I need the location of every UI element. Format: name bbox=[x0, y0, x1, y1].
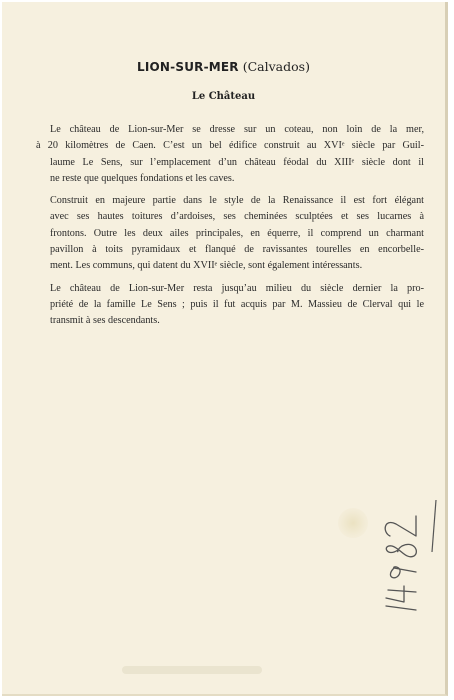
paragraph bbox=[36, 122, 424, 187]
body-text bbox=[36, 122, 424, 336]
text-line: priété de la famille Le Sens ; puis il fut acquis par M. Massieu de Clerval qui le bbox=[50, 298, 424, 310]
text-line: laume Le Sens, sur l’emplacement d’un château féodal du XIIIᵉ siècle dont il bbox=[50, 156, 424, 168]
text-line: ne reste que quelques fondations et les caves. bbox=[50, 172, 235, 184]
title-region: (Calvados) bbox=[242, 59, 310, 74]
page-title bbox=[2, 59, 445, 74]
text-line: Construit en majeure partie dans le style de la Renaissance il est fort élégant bbox=[50, 195, 424, 207]
text-line: transmit à ses descendants. bbox=[50, 315, 160, 327]
text-line: avec ses hautes toitures d’ardoises, ses cheminées sculptées et ses lucarnes à bbox=[50, 211, 424, 223]
text-line: ment. Les communs, qui datent du XVIIᵉ siècle, sont également intéressants. bbox=[50, 260, 363, 272]
postcard-back bbox=[2, 2, 448, 696]
text-line: à 20 kilomètres de Caen. C’est un bel édifice construit au XVIᵉ siècle par Guil- bbox=[36, 140, 424, 152]
paragraph bbox=[36, 193, 424, 274]
text-line: Le château de Lion-sur-Mer se dresse sur un coteau, non loin de la mer, bbox=[50, 124, 424, 135]
paragraph bbox=[36, 281, 424, 330]
handwritten-pencil-note bbox=[374, 492, 444, 622]
text-line: pavillon à toits pyramidaux et flanqué de ravissantes tourelles en encorbelle- bbox=[50, 244, 424, 256]
text-line: frontons. Outre les deux ailes principales, en équerre, il comprend un charmant bbox=[50, 227, 424, 239]
page-subtitle: Le Château bbox=[191, 91, 256, 102]
title-place-name: LION-SUR-MER bbox=[137, 60, 239, 74]
text-line: Le château de Lion-sur-Mer resta jusqu’au milieu du siècle dernier la pro- bbox=[50, 282, 424, 294]
faded-footer-print bbox=[122, 666, 262, 674]
faded-stamp-mark bbox=[338, 508, 368, 538]
